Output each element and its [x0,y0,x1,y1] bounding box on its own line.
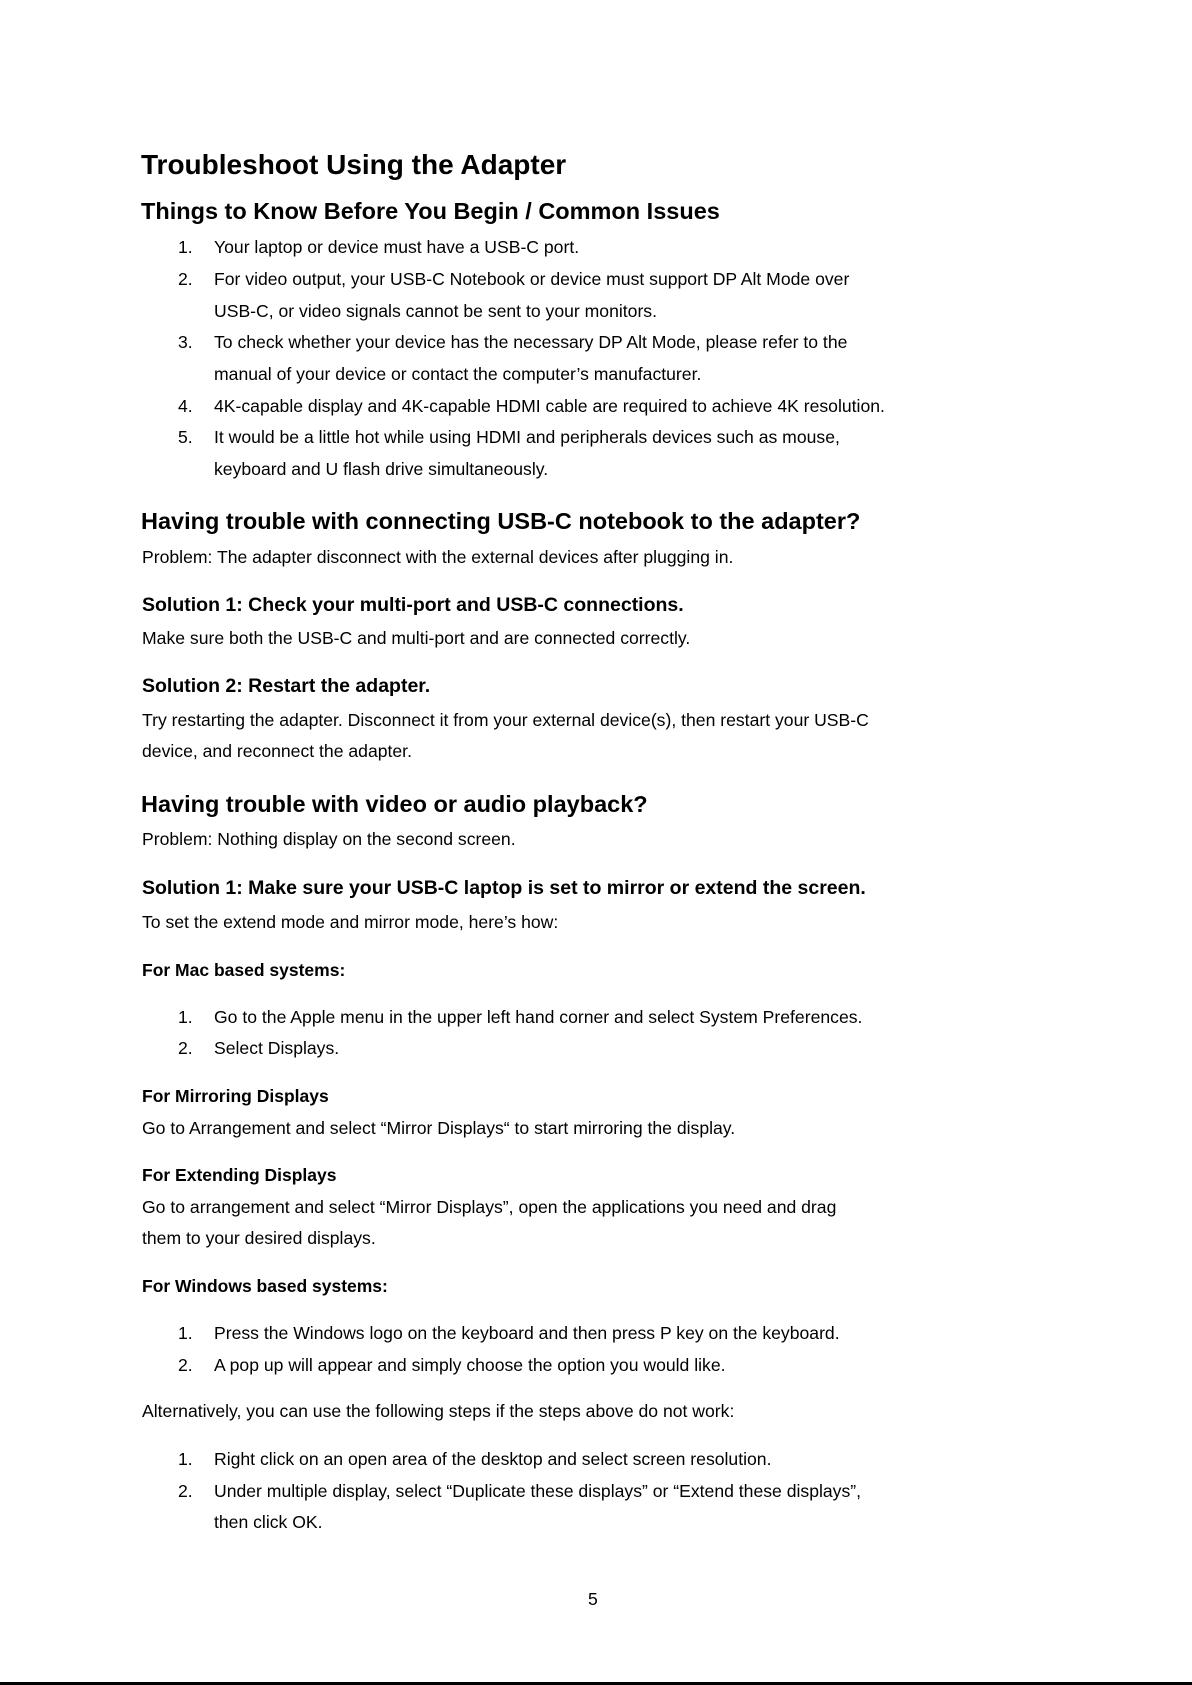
paragraph: device, and reconnect the adapter. [142,741,412,761]
list-number: 1. [178,1007,193,1027]
subheading-mirroring: For Mirroring Displays [142,1086,329,1106]
list-item: A pop up will appear and simply choose the option you would like. [214,1355,726,1375]
solution-heading: Solution 1: Check your multi-port and USB-C connections. [142,594,684,616]
solution-heading: Solution 1: Make sure your USB-C laptop is set to mirror or extend the screen. [142,877,866,899]
list-number: 2. [178,269,193,289]
list-number: 1. [178,1449,193,1469]
problem-text: Problem: The adapter disconnect with the external devices after plugging in. [142,547,734,567]
list-number: 1. [178,1323,193,1343]
paragraph: To set the extend mode and mirror mode, here’s how: [142,912,559,932]
list-item: Go to the Apple menu in the upper left hand corner and select System Preferences. [214,1007,863,1027]
subheading-mac: For Mac based systems: [142,960,346,980]
list-item: Select Displays. [214,1038,340,1058]
paragraph: Try restarting the adapter. Disconnect it from your external device(s), then restart your USB-C [142,710,869,730]
paragraph: Make sure both the USB-C and multi-port and are connected correctly. [142,628,691,648]
list-number: 1. [178,237,193,257]
list-number: 5. [178,427,193,447]
paragraph: Go to arrangement and select “Mirror Displays”, open the applications you need and drag [142,1197,837,1217]
list-item: Press the Windows logo on the keyboard and then press P key on the keyboard. [214,1323,840,1343]
list-item-cont: USB-C, or video signals cannot be sent to your monitors. [214,301,657,321]
list-item-cont: keyboard and U flash drive simultaneously. [214,459,549,479]
page-title: Troubleshoot Using the Adapter [141,149,567,180]
paragraph: Alternatively, you can use the following steps if the steps above do not work: [142,1401,735,1421]
section-heading-connecting: Having trouble with connecting USB-C notebook to the adapter? [141,508,861,534]
list-item: For video output, your USB-C Notebook or device must support DP Alt Mode over [214,269,850,289]
list-number: 2. [178,1038,193,1058]
list-item-cont: manual of your device or contact the computer’s manufacturer. [214,364,702,384]
list-number: 2. [178,1481,193,1501]
list-item: Right click on an open area of the desktop and select screen resolution. [214,1449,772,1469]
problem-text: Problem: Nothing display on the second screen. [142,829,516,849]
list-item: It would be a little hot while using HDMI and peripherals devices such as mouse, [214,427,840,447]
subheading-extending: For Extending Displays [142,1165,337,1185]
section-heading-video-audio: Having trouble with video or audio playback? [141,791,648,817]
subheading-windows: For Windows based systems: [142,1276,388,1296]
list-item: 4K-capable display and 4K-capable HDMI cable are required to achieve 4K resolution. [214,396,885,416]
section-heading-common-issues: Things to Know Before You Begin / Common Issues [141,198,720,224]
solution-heading: Solution 2: Restart the adapter. [142,675,431,697]
list-number: 4. [178,396,193,416]
list-number: 3. [178,332,193,352]
list-item: Your laptop or device must have a USB-C port. [214,237,580,257]
paragraph: Go to Arrangement and select “Mirror Displays“ to start mirroring the display. [142,1118,736,1138]
list-number: 2. [178,1355,193,1375]
paragraph: them to your desired displays. [142,1228,376,1248]
page-number: 5 [588,1589,598,1609]
list-item: To check whether your device has the necessary DP Alt Mode, please refer to the [214,332,848,352]
list-item: Under multiple display, select “Duplicate these displays” or “Extend these displays”, [214,1481,862,1501]
list-item-cont: then click OK. [214,1512,323,1532]
